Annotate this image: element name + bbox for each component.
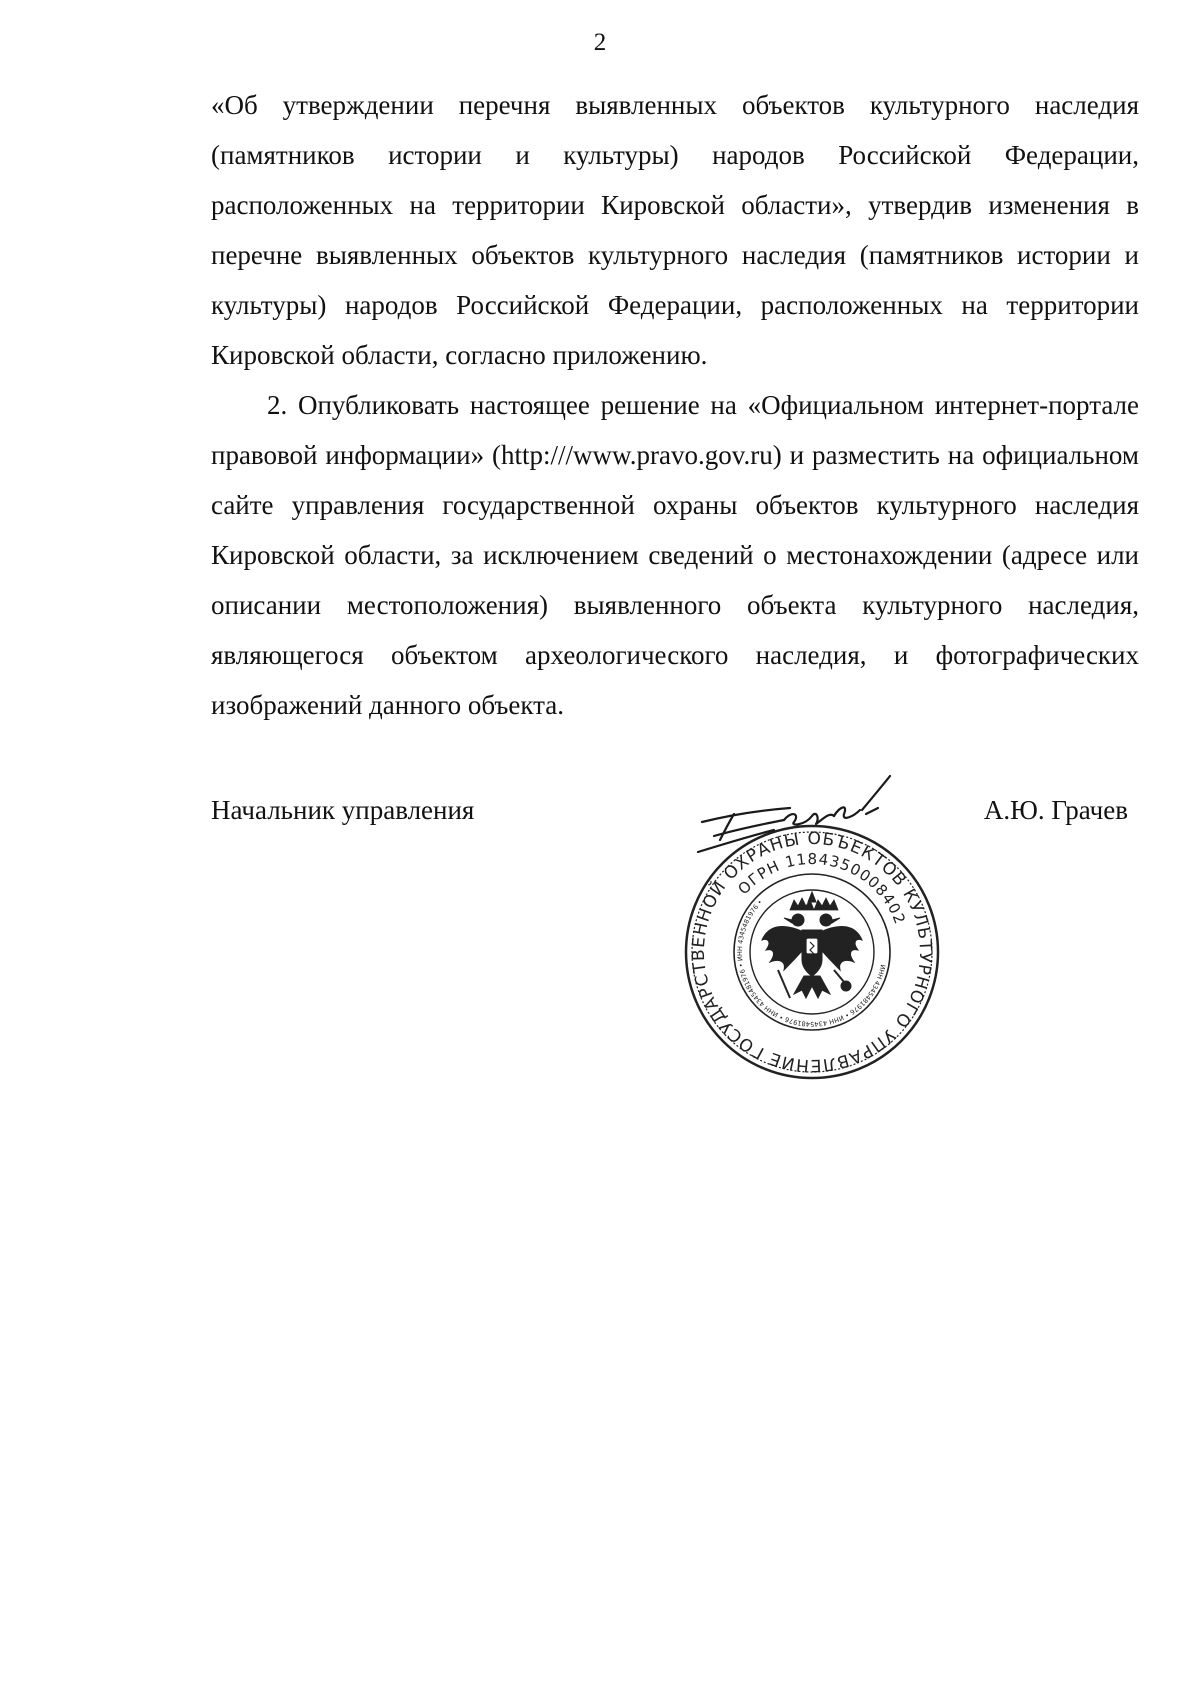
official-stamp xyxy=(682,822,942,1082)
page-number: 2 xyxy=(593,29,607,56)
stamp-inn-text: ИНН 4345481976 • ИНН 4345481976 • ИНН 4345481976 • ИНН 4345481976 • xyxy=(735,898,887,1029)
paragraph-1-continued: «Об утверждении перечня выявленных объектов культурного наследия (памятников истории и культуры) народов Российской Федерации, расположенных на территории Кировской области», утвердив изменения в перечне выявленных объектов культурного наследия (памятников истории и культуры) народов Российской Федерации, расположенных на территории Кировской области, согласно приложению. xyxy=(211,90,1139,370)
document-body xyxy=(211,80,1139,730)
signatory-position: Начальник управления xyxy=(211,795,475,825)
stamp-ogrn-text: ОГРН 1184350008402 xyxy=(734,849,910,928)
paragraph-2: 2. Опубликовать настоящее решение на «Официальном интернет-портале правовой информации» (http:///www.pravo.gov.ru) и разместить на официальном сайте управления государственной охраны объектов культурного наследия Кировской области, за исключением сведений о местонахождении (адресе или описании местоположения) выявленного объекта культурного наследия, являющегося объектом археологического наследия, и фотографических изображений данного объекта. xyxy=(211,390,1139,720)
stamp-outer-text: УПРАВЛЕНИЕ ГОСУДАРСТВЕННОЙ ОХРАНЫ ОБЪЕКТОВ КУЛЬТУРНОГО xyxy=(688,828,936,1076)
signatory-name: А.Ю. Грачев xyxy=(983,795,1128,825)
handwritten-signature xyxy=(694,770,904,860)
coat-of-arms-icon xyxy=(762,892,862,998)
